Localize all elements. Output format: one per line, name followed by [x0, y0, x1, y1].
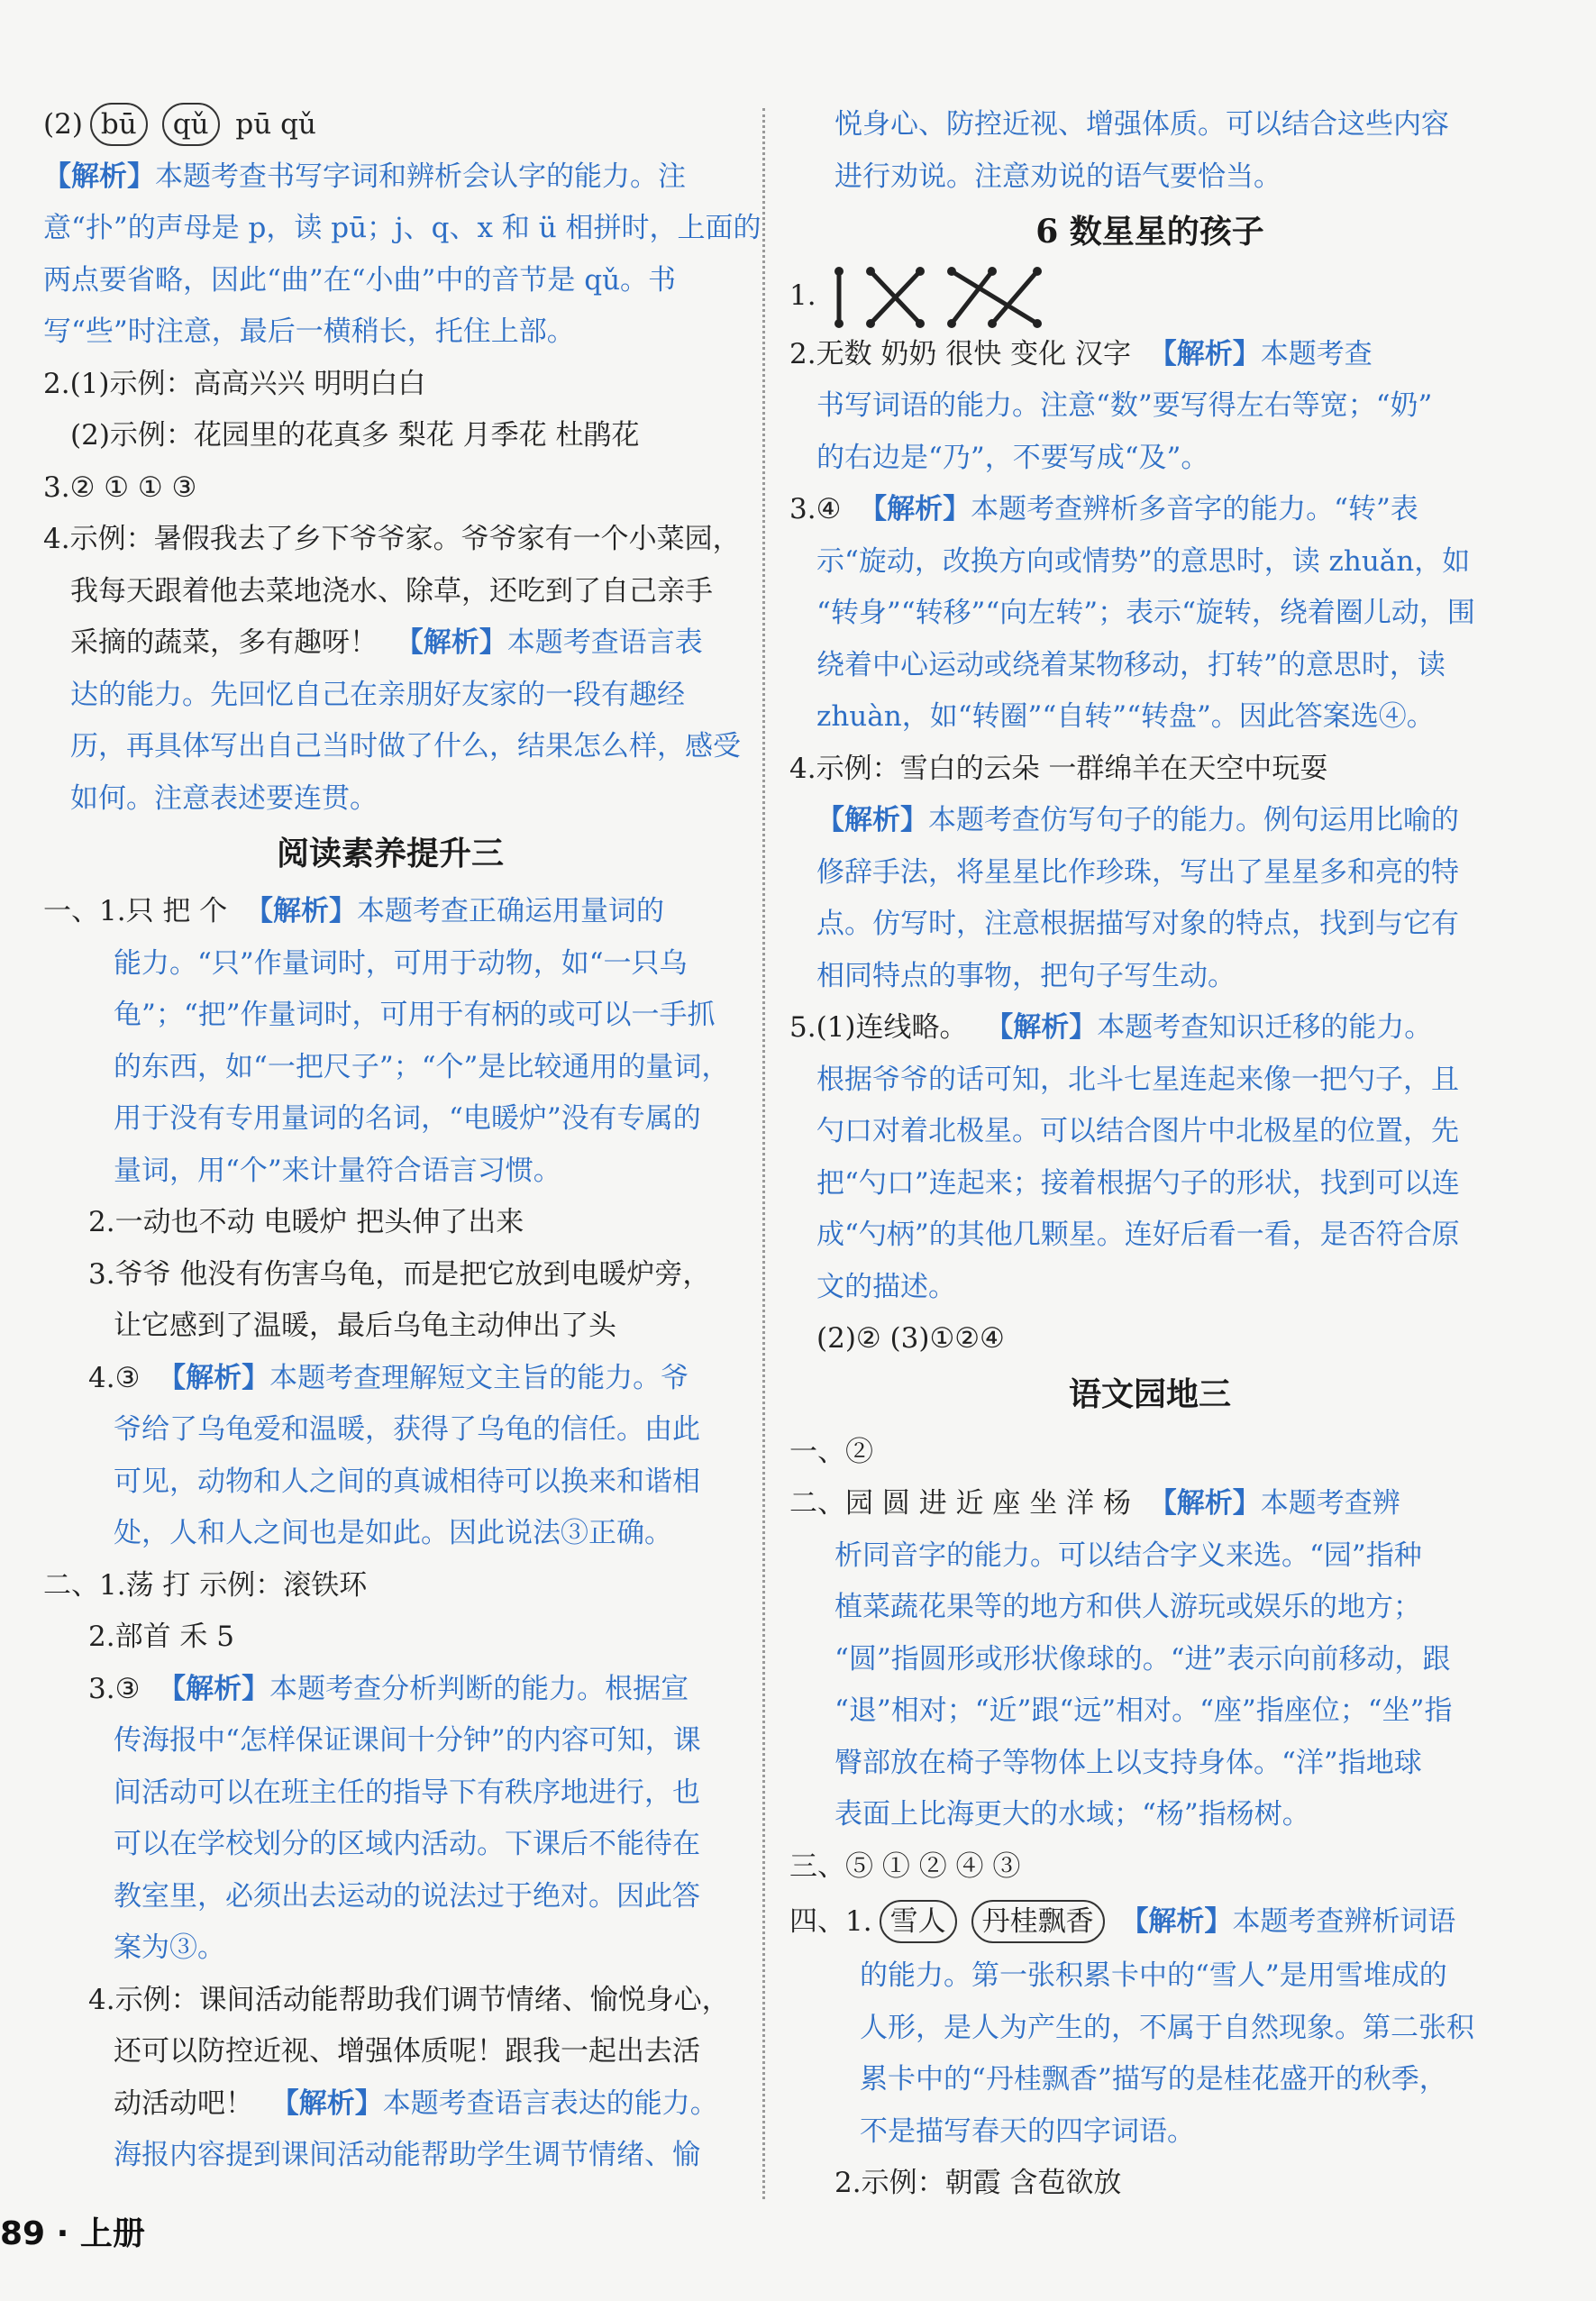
circled-pinyin: qǔ [162, 103, 220, 146]
analysis-line: 绕着中心运动或绕着某物移动，打转”的意思时，读 [816, 648, 1446, 681]
section-title: 语文园地三 [1068, 1374, 1231, 1413]
analysis-line: 间活动可以在班主任的指导下有秩序地进行，也 [114, 1776, 700, 1809]
analysis-text: 本题考查仿写句子的能力。例句运用比喻的 [928, 804, 1459, 836]
answer-line [43, 886, 737, 938]
analysis-text: 本题考查辨 [1260, 1487, 1400, 1520]
analysis-line: 案为③。 [114, 1931, 225, 1964]
analysis-tag: 【解析】 [816, 804, 928, 836]
section-title: 阅读素养提升三 [276, 835, 504, 872]
analysis-line: 书写词语的能力。注意“数”要写得左右等宽；“奶” [816, 389, 1433, 422]
analysis-text: 本题考查知识迁移的能力。 [1097, 1011, 1433, 1044]
answer-line: 2.示例：朝霞 含苞欲放 [834, 2167, 1122, 2199]
analysis-line: 文的描述。 [816, 1270, 956, 1303]
analysis-tag: 【解析】 [1148, 1487, 1261, 1520]
analysis-line: 写“些”时注意，最后一横稍长，托住上部。 [43, 315, 575, 348]
analysis-line: 表面上比海更大的水域；“杨”指杨树。 [834, 1798, 1310, 1831]
analysis-line: 传海报中“怎样保证课间十分钟”的内容可知，课 [114, 1724, 701, 1757]
analysis-text: 本题考查辨析多音字的能力。“转”表 [971, 493, 1418, 525]
answer-line: 2.一动也不动 电暖炉 把头伸了出来 [88, 1206, 524, 1238]
analysis-line: 示“旋动，改换方向或情势”的意思时，读 zhuǎn，如 [816, 544, 1471, 578]
answer-text: 5.(1)连线略。 [789, 1011, 968, 1044]
analysis-tag: 【解析】 [1148, 337, 1261, 370]
answer-line: 三、⑤ ① ② ④ ③ [789, 1849, 1021, 1883]
answer-line [789, 1893, 1510, 1950]
analysis-text: 本题考查 [1260, 337, 1373, 370]
line-matching-figure [830, 266, 1055, 329]
analysis-text: 本题考查辨析词语 [1232, 1905, 1456, 1938]
answer-line [789, 264, 1510, 329]
analysis-line: 悦身心、防控近视、增强体质。可以结合这些内容 [834, 108, 1449, 141]
answer-line: 3.② ① ① ③ [43, 470, 197, 504]
analysis-tag: 【解析】 [985, 1011, 1098, 1044]
analysis-line: 修辞手法，将星星比作珍珠，写出了星星多和亮的特 [816, 855, 1459, 889]
analysis-line: 把“勺口”连起来；接着根据勺子的形状，找到可以连 [816, 1166, 1460, 1200]
analysis-line: 用于没有专用量词的名词，“电暖炉”没有专属的 [114, 1102, 701, 1135]
analysis-line: 如何。注意表述要连贯。 [70, 781, 378, 815]
answer-line [789, 1002, 1510, 1055]
analysis-line: 点。仿写时，注意根据描写对象的特点，找到与它有 [816, 908, 1459, 940]
answer-line [789, 1478, 1510, 1530]
analysis-line: 教室里，必须出去运动的说法过于绝对。因此答 [114, 1879, 700, 1913]
analysis-tag: 【解析】 [1120, 1905, 1233, 1938]
analysis-tag: 【解析】 [43, 160, 155, 193]
analysis-line: 相同特点的事物，把句子写生动。 [816, 959, 1236, 992]
analysis-line: 人形，是人为产生的，不属于自然现象。第二张积 [860, 2011, 1474, 2044]
analysis-text: 本题考查语言表 [506, 626, 703, 659]
answer-line [43, 1664, 737, 1716]
analysis-line: 两点要省略，因此“曲”在“小曲”中的音节是 qǔ。书 [43, 263, 677, 297]
answer-text: 4.③ [88, 1361, 141, 1394]
answer-line [789, 484, 1510, 536]
analysis-text: 本题考查分析判断的能力。根据宣 [269, 1672, 689, 1705]
circled-pinyin: bū [90, 103, 148, 146]
answer-line [43, 1353, 737, 1405]
analysis-line: 量词，用“个”来计量符合语言习惯。 [114, 1154, 561, 1187]
analysis-line [789, 795, 1510, 847]
analysis-line: 析同音字的能力。可以结合字义来选。“园”指种 [834, 1539, 1422, 1572]
analysis-line [43, 151, 737, 204]
analysis-line: 根据爷爷的话可知，北斗七星连起来像一把勺子，且 [816, 1063, 1459, 1096]
answer-text: 3.③ [88, 1672, 141, 1705]
answer-line: (2)示例：花园里的花真多 梨花 月季花 杜鹃花 [70, 419, 640, 452]
analysis-line: 处，人和人之间也是如此。因此说法③正确。 [114, 1517, 672, 1549]
analysis-line: 累卡中的“丹桂飘香”描写的是桂花盛开的秋季， [860, 2063, 1447, 2096]
analysis-line: 的东西，如“一把尺子”；“个”是比较通用的量词， [114, 1050, 730, 1083]
analysis-line: “圆”指圆形或形状像球的。“进”表示向前移动，跟 [834, 1642, 1451, 1676]
analysis-line: zhuàn，如“转圈”“自转”“转盘”。因此答案选④。 [816, 700, 1435, 733]
answer-line: 4.示例：课间活动能帮助我们调节情绪、愉悦身心， [88, 1983, 730, 2016]
left-column [43, 99, 762, 2182]
answer-line: 3.爷爷 他没有伤害乌龟，而是把它放到电暖炉旁， [88, 1257, 711, 1291]
answer-line: 二、1.荡 打 示例：滚铁环 [43, 1568, 368, 1602]
analysis-tag: 【解析】 [245, 895, 358, 927]
analysis-tag: 【解析】 [270, 2086, 383, 2120]
item-number: (2) [43, 108, 83, 141]
answer-line: 一、② [789, 1435, 873, 1468]
analysis-line: 的能力。第一张积累卡中的“雪人”是用雪堆成的 [860, 1959, 1447, 1992]
analysis-line: 能力。“只”作量词时，可用于动物，如“一只乌 [114, 946, 688, 980]
answer-line: (2)② (3)①②④ [816, 1322, 1005, 1355]
analysis-line: 达的能力。先回忆自己在亲朋好友家的一段有趣经 [70, 678, 685, 711]
item-number: 1. [789, 279, 816, 312]
item-number: 四、1. [789, 1905, 872, 1938]
analysis-text: 本题考查语言表达的能力。 [382, 2086, 718, 2120]
analysis-line: 历，再具体写出自己当时做了什么，结果怎么样，感受 [70, 730, 741, 762]
answer-line: 4.示例：暑假我去了乡下爷爷家。爷爷家有一个小菜园， [43, 523, 741, 555]
answer-line: 2.(1)示例：高高兴兴 明明白白 [43, 367, 426, 400]
answer-line: 让它感到了温暖，最后乌龟主动伸出了头 [114, 1310, 616, 1342]
analysis-tag: 【解析】 [158, 1361, 270, 1394]
right-column [789, 99, 1510, 2210]
analysis-line: 不是描写春天的四字词语。 [860, 2114, 1195, 2148]
analysis-text: 本题考查正确运用量词的 [357, 895, 665, 927]
answer-line: 2.部首 禾 5 [88, 1621, 235, 1653]
analysis-text: 本题考查理解短文主旨的能力。爷 [269, 1361, 689, 1394]
answer-line [43, 99, 737, 151]
analysis-line: “退”相对；“近”跟“远”相对。“座”指座位；“坐”指 [834, 1694, 1453, 1727]
analysis-line: 可见，动物和人之间的真诚相待可以换来和谐相 [114, 1465, 700, 1498]
page-number: 89 · 上册 [0, 2215, 145, 2252]
circled-word: 雪人 [880, 1900, 957, 1943]
circled-word: 丹桂飘香 [971, 1900, 1105, 1943]
answer-line: 4.示例：雪白的云朵 一群绵羊在天空中玩耍 [789, 752, 1328, 785]
analysis-line: 的右边是“乃”，不要写成“及”。 [816, 441, 1209, 474]
answer-line: 我每天跟着他去菜地浇水、除草，还吃到了自己亲手 [70, 574, 713, 607]
analysis-line: 海报内容提到课间活动能帮助学生调节情绪、愉 [114, 2139, 700, 2171]
answer-text: 3.④ [789, 493, 842, 525]
section-title: 6 数星星的孩子 [1035, 213, 1264, 251]
answer-line [43, 2078, 737, 2131]
analysis-line: 可以在学校划分的区域内活动。下课后不能待在 [114, 1828, 700, 1860]
analysis-line: 勺口对着北极星。可以结合图片中北极星的位置，先 [816, 1115, 1459, 1147]
answer-line [43, 617, 737, 670]
answer-text: 2.无数 奶奶 很快 变化 汉字 [789, 337, 1131, 370]
answer-text: 二、园 圆 进 近 座 坐 洋 杨 [789, 1487, 1131, 1520]
analysis-text: 本题考查书写字词和辨析会认字的能力。注 [155, 160, 686, 193]
analysis-line: “转身”“转移”“向左转”；表示“旋转，绕着圈儿动，围 [816, 597, 1475, 629]
answer-line [789, 329, 1510, 381]
analysis-line: 爷给了乌龟爱和温暖，获得了乌龟的信任。由此 [114, 1413, 700, 1446]
analysis-line: 臀部放在椅子等物体上以支持身体。“洋”指地球 [834, 1746, 1422, 1779]
analysis-line: 成“勺柄”的其他几颗星。连好后看一看，是否符合原 [816, 1219, 1460, 1251]
analysis-tag: 【解析】 [395, 626, 507, 659]
analysis-line: 进行劝说。注意劝说的语气要恰当。 [834, 160, 1281, 193]
analysis-tag: 【解析】 [158, 1672, 270, 1705]
pinyin-text: pū qǔ [235, 108, 316, 141]
answer-text: 动活动吧！ [114, 2086, 253, 2120]
analysis-tag: 【解析】 [859, 493, 971, 525]
column-divider [762, 108, 765, 2199]
analysis-line: 植菜蔬花果等的地方和供人游玩或娱乐的地方； [834, 1591, 1421, 1623]
analysis-line: 龟”；“把”作量词时，可用于有柄的或可以一手抓 [114, 999, 716, 1031]
answer-text: 采摘的蔬菜，多有趣呀！ [70, 626, 378, 659]
answer-text: 一、1.只 把 个 [43, 895, 228, 927]
analysis-line: 意“扑”的声母是 p，读 pū；j、q、x 和 ü 相拼时，上面的 [43, 212, 762, 244]
answer-line: 还可以防控近视、增强体质呢！跟我一起出去活 [114, 2035, 700, 2068]
